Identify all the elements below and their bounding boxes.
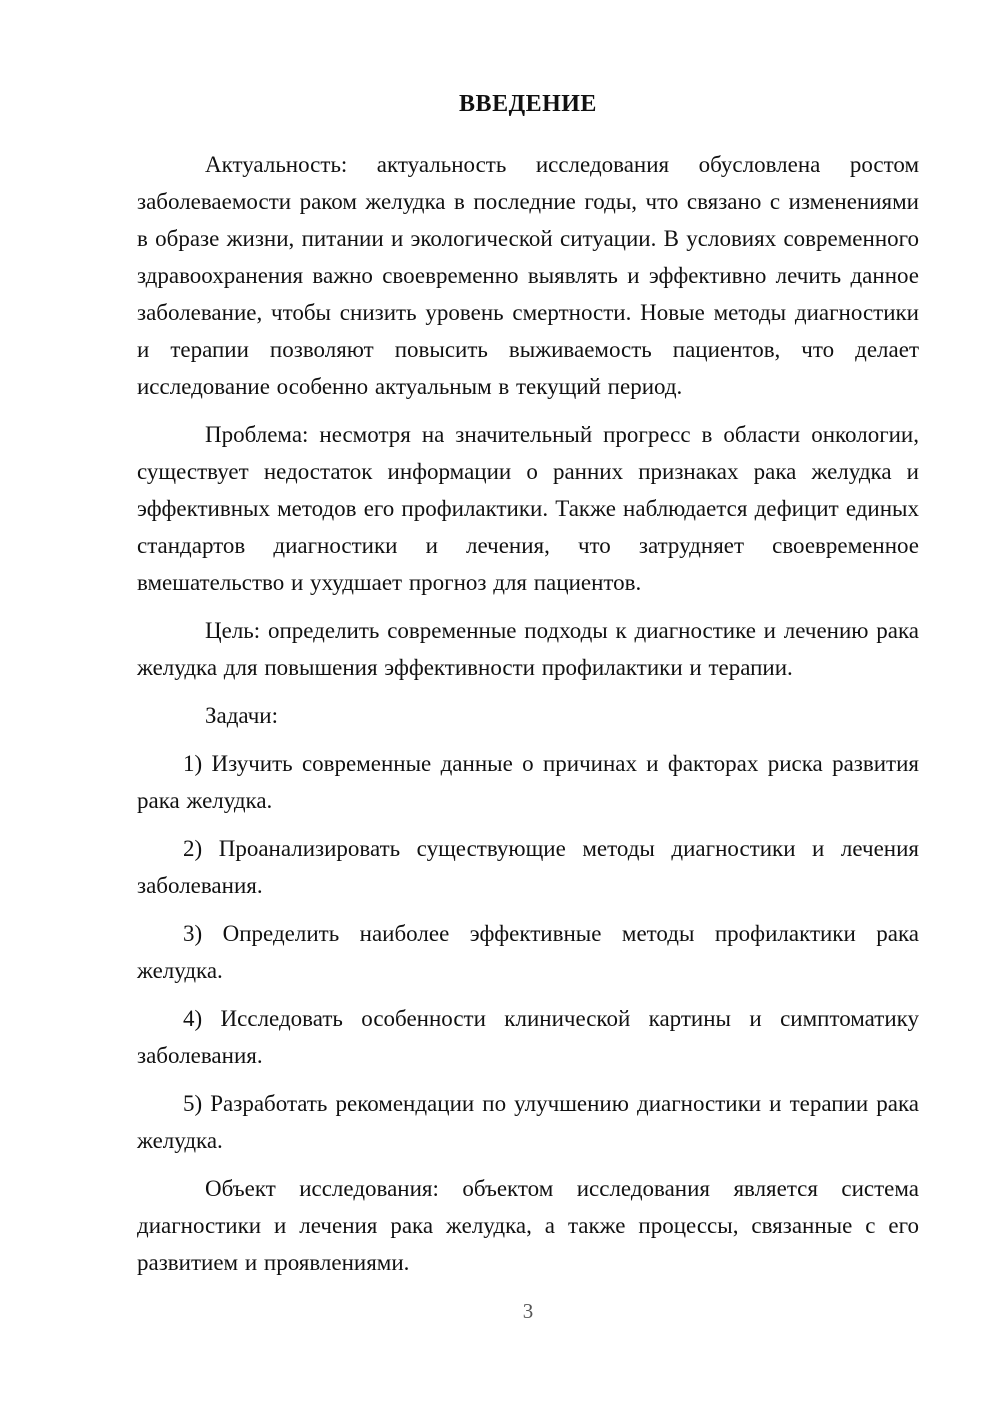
page-number: 3	[522, 1299, 534, 1323]
paragraph-aktualnost: Актуальность: актуальность исследования обусловлена ростом заболеваемости раком желудка в последние годы, что связано с изменениями в образе жизни, питании и экологической ситуации. В условиях современного здравоохранения важно своевременно выявлять и эффективно лечить данное заболевание, чтобы снизить уровень смертности. Новые методы диагностики и терапии позволяют повысить выживаемость пациентов, что делает исследование особенно актуальным в текущий период.	[137, 152, 919, 399]
page-title: ВВЕДЕНИЕ	[459, 91, 597, 117]
task-item-1: 1) Изучить современные данные о причинах и факторах риска развития рака желудка.	[137, 751, 919, 813]
paragraph-tsel: Цель: определить современные подходы к диагностике и лечению рака желудка для повышения эффективности профилактики и терапии.	[137, 618, 919, 680]
task-item-2: 2) Проанализировать существующие методы диагностики и лечения заболевания.	[137, 836, 919, 898]
paragraph-obekt-issledovaniya: Объект исследования: объектом исследования является система диагностики и лечения рака желудка, а также процессы, связанные с его развитием и проявлениями.	[137, 1176, 919, 1275]
task-item-3: 3) Определить наиболее эффективные методы профилактики рака желудка.	[137, 921, 919, 983]
task-item-4: 4) Исследовать особенности клинической картины и симптоматику заболевания.	[137, 1006, 919, 1068]
task-item-5: 5) Разработать рекомендации по улучшению диагностики и терапии рака желудка.	[137, 1091, 919, 1153]
heading-zadachi: Задачи:	[205, 703, 278, 728]
paragraph-problema: Проблема: несмотря на значительный прогресс в области онкологии, существует недостаток информации о ранних признаках рака желудка и эффективных методов его профилактики. Также наблюдается дефицит единых стандартов диагностики и лечения, что затрудняет своевременное вмешательство и ухудшает прогноз для пациентов.	[137, 422, 919, 595]
